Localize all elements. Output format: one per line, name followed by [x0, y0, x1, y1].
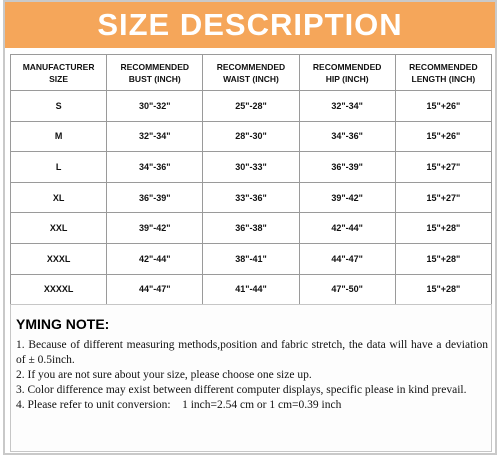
size-cell: XXXL — [11, 243, 107, 274]
size-cell: L — [11, 152, 107, 183]
header-length: RECOMMENDED LENGTH (INCH) — [395, 55, 491, 91]
bust-cell: 36"-39" — [107, 182, 203, 213]
header-hip: RECOMMENDED HIP (INCH) — [299, 55, 395, 91]
hip-cell: 47"-50" — [299, 274, 395, 305]
note-line: 2. If you are not sure about your size, please choose one size up. — [16, 369, 312, 381]
title-banner — [5, 2, 495, 48]
hip-cell: 39"-42" — [299, 182, 395, 213]
size-table — [10, 54, 492, 305]
note-line: 1. Because of different measuring methods,position and fabric stretch, the data will have a deviation of ± 0.5inch. — [16, 339, 488, 366]
hip-cell: 42"-44" — [299, 213, 395, 244]
note-line: 3. Color difference may exist between different computer displays, specific please in kind prevail. — [16, 384, 467, 396]
table-row — [11, 91, 492, 122]
header-size: MANUFACTURER SIZE — [11, 55, 107, 91]
header-waist: RECOMMENDED WAIST (INCH) — [203, 55, 299, 91]
hip-cell: 34"-36" — [299, 121, 395, 152]
bust-cell: 32"-34" — [107, 121, 203, 152]
table-row — [11, 182, 492, 213]
table-row — [11, 243, 492, 274]
table-row — [11, 274, 492, 305]
waist-cell: 28"-30" — [203, 121, 299, 152]
note-title: YMING NOTE: — [16, 316, 110, 332]
note-line: 4. Please refer to unit conversion: 1 inch=2.54 cm or 1 cm=0.39 inch — [16, 399, 342, 411]
length-cell: 15"+28" — [395, 243, 491, 274]
length-cell: 15"+28" — [395, 274, 491, 305]
waist-cell: 38"-41" — [203, 243, 299, 274]
table-row — [11, 152, 492, 183]
bust-cell: 42"-44" — [107, 243, 203, 274]
size-cell: XXXXL — [11, 274, 107, 305]
hip-cell: 32"-34" — [299, 91, 395, 122]
waist-cell: 25"-28" — [203, 91, 299, 122]
table-row — [11, 121, 492, 152]
bust-cell: 39"-42" — [107, 213, 203, 244]
size-cell: XL — [11, 182, 107, 213]
page-title: SIZE DESCRIPTION — [97, 7, 403, 42]
note-box — [10, 304, 492, 452]
size-cell: S — [11, 91, 107, 122]
hip-cell: 44"-47" — [299, 243, 395, 274]
size-chart — [3, 0, 497, 455]
header-bust: RECOMMENDED BUST (INCH) — [107, 55, 203, 91]
bust-cell: 30"-32" — [107, 91, 203, 122]
bust-cell: 44"-47" — [107, 274, 203, 305]
note-body — [16, 338, 488, 413]
waist-cell: 30"-33" — [203, 152, 299, 183]
table-row — [11, 213, 492, 244]
size-cell: XXL — [11, 213, 107, 244]
length-cell: 15"+26" — [395, 91, 491, 122]
size-cell: M — [11, 121, 107, 152]
length-cell: 15"+27" — [395, 152, 491, 183]
hip-cell: 36"-39" — [299, 152, 395, 183]
length-cell: 15"+27" — [395, 182, 491, 213]
bust-cell: 34"-36" — [107, 152, 203, 183]
length-cell: 15"+28" — [395, 213, 491, 244]
table-header-row — [11, 55, 492, 91]
waist-cell: 33"-36" — [203, 182, 299, 213]
waist-cell: 36"-38" — [203, 213, 299, 244]
waist-cell: 41"-44" — [203, 274, 299, 305]
length-cell: 15"+26" — [395, 121, 491, 152]
